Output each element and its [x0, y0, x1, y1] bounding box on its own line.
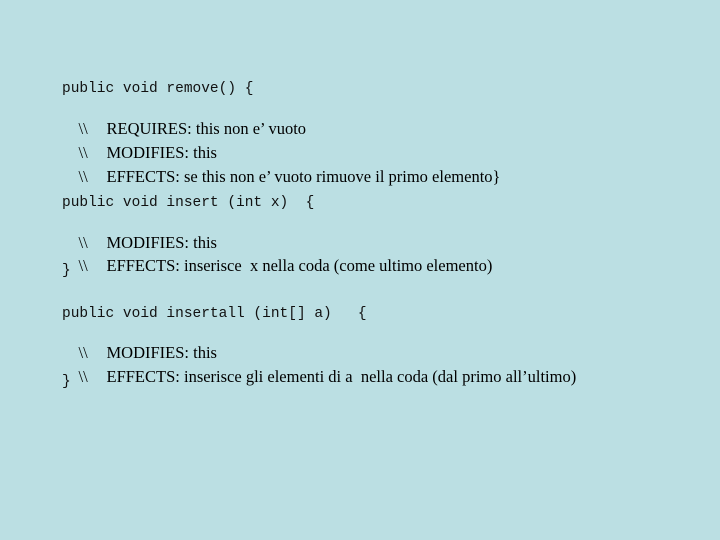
comment-line [62, 241, 492, 291]
comment-marker: \\ [78, 166, 88, 186]
comment-marker: \\ [78, 232, 88, 252]
closing-brace: } [62, 263, 71, 279]
comment-marker: \\ [78, 342, 88, 362]
comment-text: EFFECTS: inserisce x nella coda (come ultimo elemento) [106, 255, 493, 275]
comment-marker: \\ [78, 255, 88, 275]
method-signature-insert: public void insert (int x) { [62, 195, 315, 211]
comment-text: MODIFIES: this [106, 232, 217, 252]
comment-text: MODIFIES: this [106, 142, 217, 162]
comment-text: REQUIRES: this non e’ vuoto [106, 118, 307, 138]
method-signature-remove: public void remove() { [62, 81, 254, 97]
closing-brace: } [62, 374, 71, 390]
comment-marker: \\ [78, 142, 88, 162]
comment-text: EFFECTS: inserisce gli elementi di a nella coda (dal primo all’ultimo) [106, 366, 577, 386]
comment-marker: \\ [78, 366, 88, 386]
method-signature-insertall: public void insertall (int[] a) { [62, 306, 367, 322]
comment-marker: \\ [78, 118, 88, 138]
comment-text: EFFECTS: se this non e’ vuoto rimuove il primo elemento} [106, 166, 501, 186]
comment-text: MODIFIES: this [106, 342, 217, 362]
comment-line [62, 352, 576, 402]
